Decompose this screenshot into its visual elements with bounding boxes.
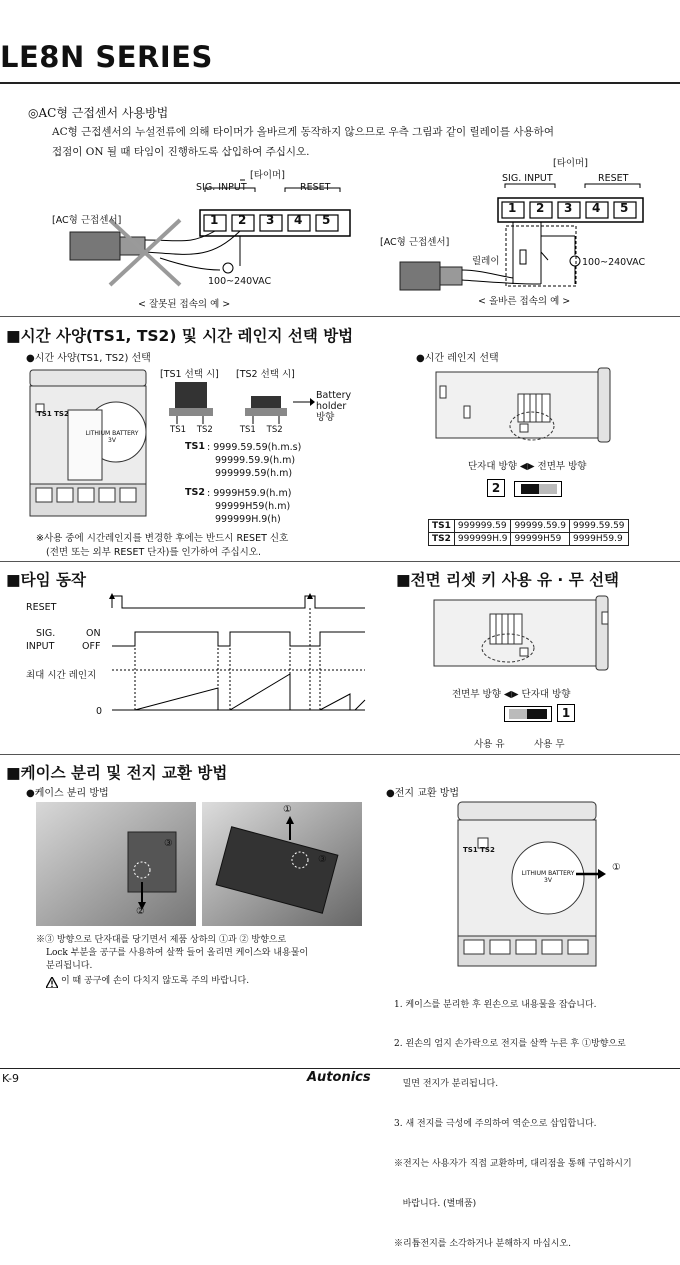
battery-replacement-drawing (450, 800, 610, 970)
battery-ts-labels: TS1 TS2 (463, 846, 495, 854)
wrong-voltage: 100~240VAC (208, 276, 272, 287)
ts-jumper-labels: TS1 TS2 TS1 TS2 (170, 425, 283, 435)
photo2-mark-3: ③ (318, 854, 327, 865)
ts2-select-label: [TS2 선택 시] (236, 369, 295, 380)
table-row: TS1 999999.59 99999.59.9 9999.59.59 (429, 520, 629, 533)
battery-text: LITHIUM BATTERY 3V (521, 870, 575, 884)
footer-rule (0, 1068, 680, 1069)
timing-heading: ■타임 동작 (6, 571, 86, 589)
range-direction: 단자대 방향 ◀▶ 전면부 방향 (468, 461, 587, 472)
ts1-label: TS1 (185, 441, 205, 452)
ts1-values: : 9999.59.59(h.m.s) 99999.59.9(h.m) 999999.59(h.m) (207, 442, 302, 479)
wrong-sensor-label: [AC형 근접센서] (52, 215, 122, 226)
page-number: K-9 (2, 1072, 20, 1085)
reset-dip-switch[interactable] (504, 706, 552, 722)
wrong-caption: < 잘못된 접속의 예 > (138, 299, 231, 310)
ts-note-line2: (전면 또는 외부 RESET 단자)를 인가하여 주십시오. (46, 547, 261, 558)
right-caption: < 올바른 접속의 예 > (478, 296, 571, 307)
ts-note-line1: ※사용 중에 시간레인지를 변경한 후에는 반드시 RESET 신호 (36, 533, 289, 544)
ts-sub-left: ●시간 사양(TS1, TS2) 선택 (26, 353, 151, 364)
photo1-mark-3: ③ (164, 838, 173, 849)
divider-1 (0, 316, 680, 317)
wrong-timer-label: [타이머] (250, 170, 285, 181)
ts-jumper-drawing (165, 378, 315, 428)
right-voltage: 100~240VAC (582, 257, 646, 268)
reset-switch-number: 1 (557, 704, 575, 722)
reset-key-heading: ■전면 리셋 키 사용 유 · 무 선택 (396, 571, 620, 589)
case-photo-1 (36, 802, 196, 926)
reset-direction: 전면부 방향 ◀▶ 단자대 방향 (452, 689, 571, 700)
ts-range-table (428, 519, 629, 546)
ac-body-line1: AC형 근접센서의 누설전류에 의해 타이머가 올바르게 동작하지 않으므로 우측 그림과 같이 릴레이를 사용하여 (52, 126, 554, 138)
timing-reset: RESET (26, 602, 57, 613)
reset-unit-drawing (432, 594, 612, 674)
battery-mark-1: ① (612, 862, 621, 873)
case-photo-2 (202, 802, 362, 926)
right-timer-label: [타이머] (553, 158, 588, 169)
divider-3 (0, 754, 680, 755)
right-reset: RESET (598, 173, 629, 184)
timing-on: ON (86, 628, 101, 639)
right-sensor-label: [AC형 근접센서] (380, 237, 450, 248)
unit-battery-label: LITHIUM BATTERY 3V (85, 430, 139, 444)
reset-no-use: 사용 무 (534, 739, 565, 750)
ts2-values: : 9999H59.9(h.m) 99999H59(h.m) 999999H.9(h) (207, 488, 292, 525)
wrong-reset: RESET (300, 182, 331, 193)
timing-max-range: 최대 시간 레인지 (26, 670, 97, 681)
timing-sig: SIG. (36, 628, 56, 639)
photo1-mark-2: ② (136, 906, 145, 917)
range-unit-drawing (434, 366, 614, 446)
battery-steps: 1. 케이스를 분리한 후 왼손으로 내용물을 잡습니다. 2. 왼손의 엄지 손가락으로 전지를 살짝 누른 후 ①방향으로 밀면 전지가 분리됩니다. 3. 새 전지를 극성에 주의하여 역순으로 삽입합니다. ※전지는 사용자가 직접 교환하며, 대리점을 통해 구입하시기 바랍니다. (별매품) ※리튬전지를 소각하거나 분해하지 마십시오. (394, 999, 632, 1249)
reset-use: 사용 유 (474, 739, 505, 750)
case-sub-right: ●전지 교환 방법 (386, 788, 460, 799)
case-note: ※③ 방향으로 단자대를 당기면서 제품 상하의 ①과 ② 방향으로 Lock 부분을 공구를 사용하여 살짝 들어 올리면 케이스와 내용물이 분리됩니다. (36, 935, 309, 971)
timing-zero: 0 (96, 706, 103, 717)
timing-off: OFF (82, 641, 101, 652)
timing-chart (100, 590, 380, 720)
title-rule (0, 82, 680, 84)
relay-label: 릴레이 (472, 256, 500, 267)
photo2-mark-1: ① (283, 804, 292, 815)
ts-heading: ■시간 사양(TS1, TS2) 및 시간 레인지 선택 방법 (6, 327, 354, 345)
timing-input: INPUT (26, 641, 55, 652)
table-row: TS2 999999H.9 99999H59 9999H59.9 (429, 533, 629, 546)
range-switch-number: 2 (487, 479, 505, 497)
case-heading: ■케이스 분리 및 전지 교환 방법 (6, 764, 228, 782)
divider-2 (0, 561, 680, 562)
warning-icon (46, 973, 58, 992)
ac-body-line2: 접점이 ON 될 때 타임이 진행하도록 삽입하여 주십시오. (52, 146, 310, 158)
case-warning: 이 때 공구에 손이 다치지 않도록 주의 바랍니다. (61, 976, 250, 986)
ts2-label: TS2 (185, 487, 205, 498)
battery-holder-label: Battery holder 방향 (316, 390, 352, 423)
ts-sub-right: ●시간 레인지 선택 (416, 353, 499, 364)
wrong-sig-input: SIG. INPUT (196, 182, 247, 193)
ac-heading: ◎AC형 근접센서 사용방법 (28, 106, 169, 120)
range-dip-switch[interactable] (514, 481, 562, 497)
unit-ts-labels: TS1 TS2 (37, 410, 69, 418)
case-sub-left: ●케이스 분리 방법 (26, 788, 109, 799)
page-title: LE8N SERIES (0, 40, 213, 74)
right-sig-input: SIG. INPUT (502, 173, 553, 184)
ts1-select-label: [TS1 선택 시] (160, 369, 219, 380)
brand-logo: Autonics (307, 1070, 371, 1085)
